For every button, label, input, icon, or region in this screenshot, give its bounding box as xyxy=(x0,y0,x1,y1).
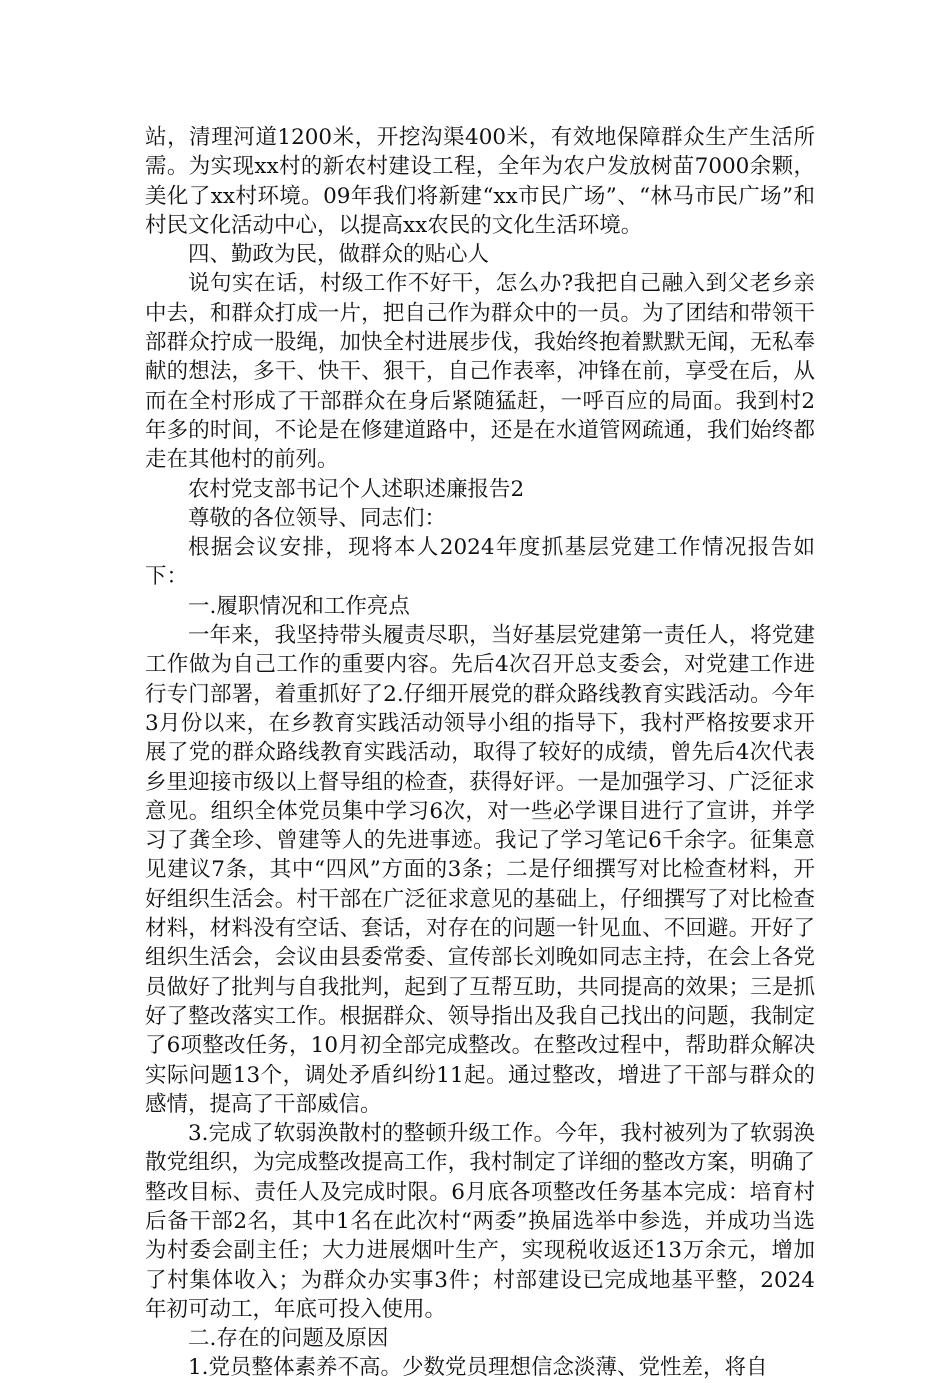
paragraph: 1.党员整体素养不高。少数党员理想信念淡薄、党性差，将自 xyxy=(188,1355,768,1381)
paragraph: 一年来，我坚持带头履责尽职，当好基层党建第一责任人，将党建工作做为自己工作的重要内容。先后4次召开总支委会，对党建工作进行专门部署，着重抓好了2.仔细开展党的群众路线教育实践活动。今年3月份以来，在乡教育实践活动领导小组的指导下，我村严格按要求开展了党的群众路线教育实践活动，取得了较好的成绩，曾先后4次代表乡里迎接市级以上督导组的检查，获得好评。一是加强学习、广泛征求意见。组织全体党员集中学习6次，对一些必学课目进行了宣讲，并学习了龚全珍、曾建等人的先进事迹。我记了学习笔记6千余字。征集意见建议7条，其中“四风”方面的3条；二是仔细撰写对比检查材料，开好组织生活会。村干部在广泛征求意见的基础上，仔细撰写了对比检查材料，材料没有空话、套话，对存在的问题一针见血、不回避。开好了组织生活会，会议由县委常委、宣传部长刘晚如同志主持，在会上各党员做好了批判与自我批判，起到了互帮互助，共同提高的效果；三是抓好了整改落实工作。根据群众、领导指出及我自己找出的问题，我制定了6项整改任务，10月初全部完成整改。在整改过程中，帮助群众解决实际问题13个，调处矛盾纠纷11起。通过整改，增进了干部与群众的感情，提高了干部威信。 xyxy=(145,623,815,1117)
report-title: 农村党支部书记个人述职述廉报告2 xyxy=(188,476,525,502)
section-heading-2: 二.存在的问题及原因 xyxy=(188,1326,389,1352)
document-body xyxy=(145,123,815,1383)
salutation: 尊敬的各位领导、同志们： xyxy=(188,505,447,531)
paragraph: 说句实在话，村级工作不好干，怎么办?我把自己融入到父老乡亲中去，和群众打成一片，把自己作为群众中的一员。为了团结和带领干部群众拧成一股绳，加快全村进展步伐，我始终抱着默默无闻，无私奉献的想法，多干、快干、狠干，自己作表率，冲锋在前，享受在后，从而在全村形成了干部群众在身后紧随猛赶，一呼百应的局面。我到村2年多的时间，不论是在修建道路中，还是在水道管网疏通，我们始终都走在其他村的前列。 xyxy=(145,271,815,473)
paragraph-continuation: 站，清理河道1200米，开挖沟渠400米，有效地保障群众生产生活所需。为实现xx村的新农村建设工程，全年为农户发放树苗7000余颗，美化了xx村环境。09年我们将新建“xx市民广场”、“林马市民广场”和村民文化活动中心，以提高xx农民的文化生活环境。 xyxy=(145,125,815,238)
section-heading-1: 一.履职情况和工作亮点 xyxy=(188,593,410,619)
section-heading-4: 四、勤政为民，做群众的贴心人 xyxy=(188,242,490,268)
paragraph: 根据会议安排，现将本人2024年度抓基层党建工作情况报告如下： xyxy=(145,535,815,590)
paragraph: 3.完成了软弱涣散村的整顿升级工作。今年，我村被列为了软弱涣散党组织，为完成整改提高工作，我村制定了详细的整改方案，明确了整改目标、责任人及完成时限。6月底各项整改任务基本完成：培育村后备干部2名，其中1名在此次村“两委”换届选举中参选，并成功当选为村委会副主任；大力进展烟叶生产，实现税收返还13万余元，增加了村集体收入；为群众办实事3件；村部建设已完成地基平整，2024年初可动工，年底可投入使用。 xyxy=(145,1121,815,1322)
